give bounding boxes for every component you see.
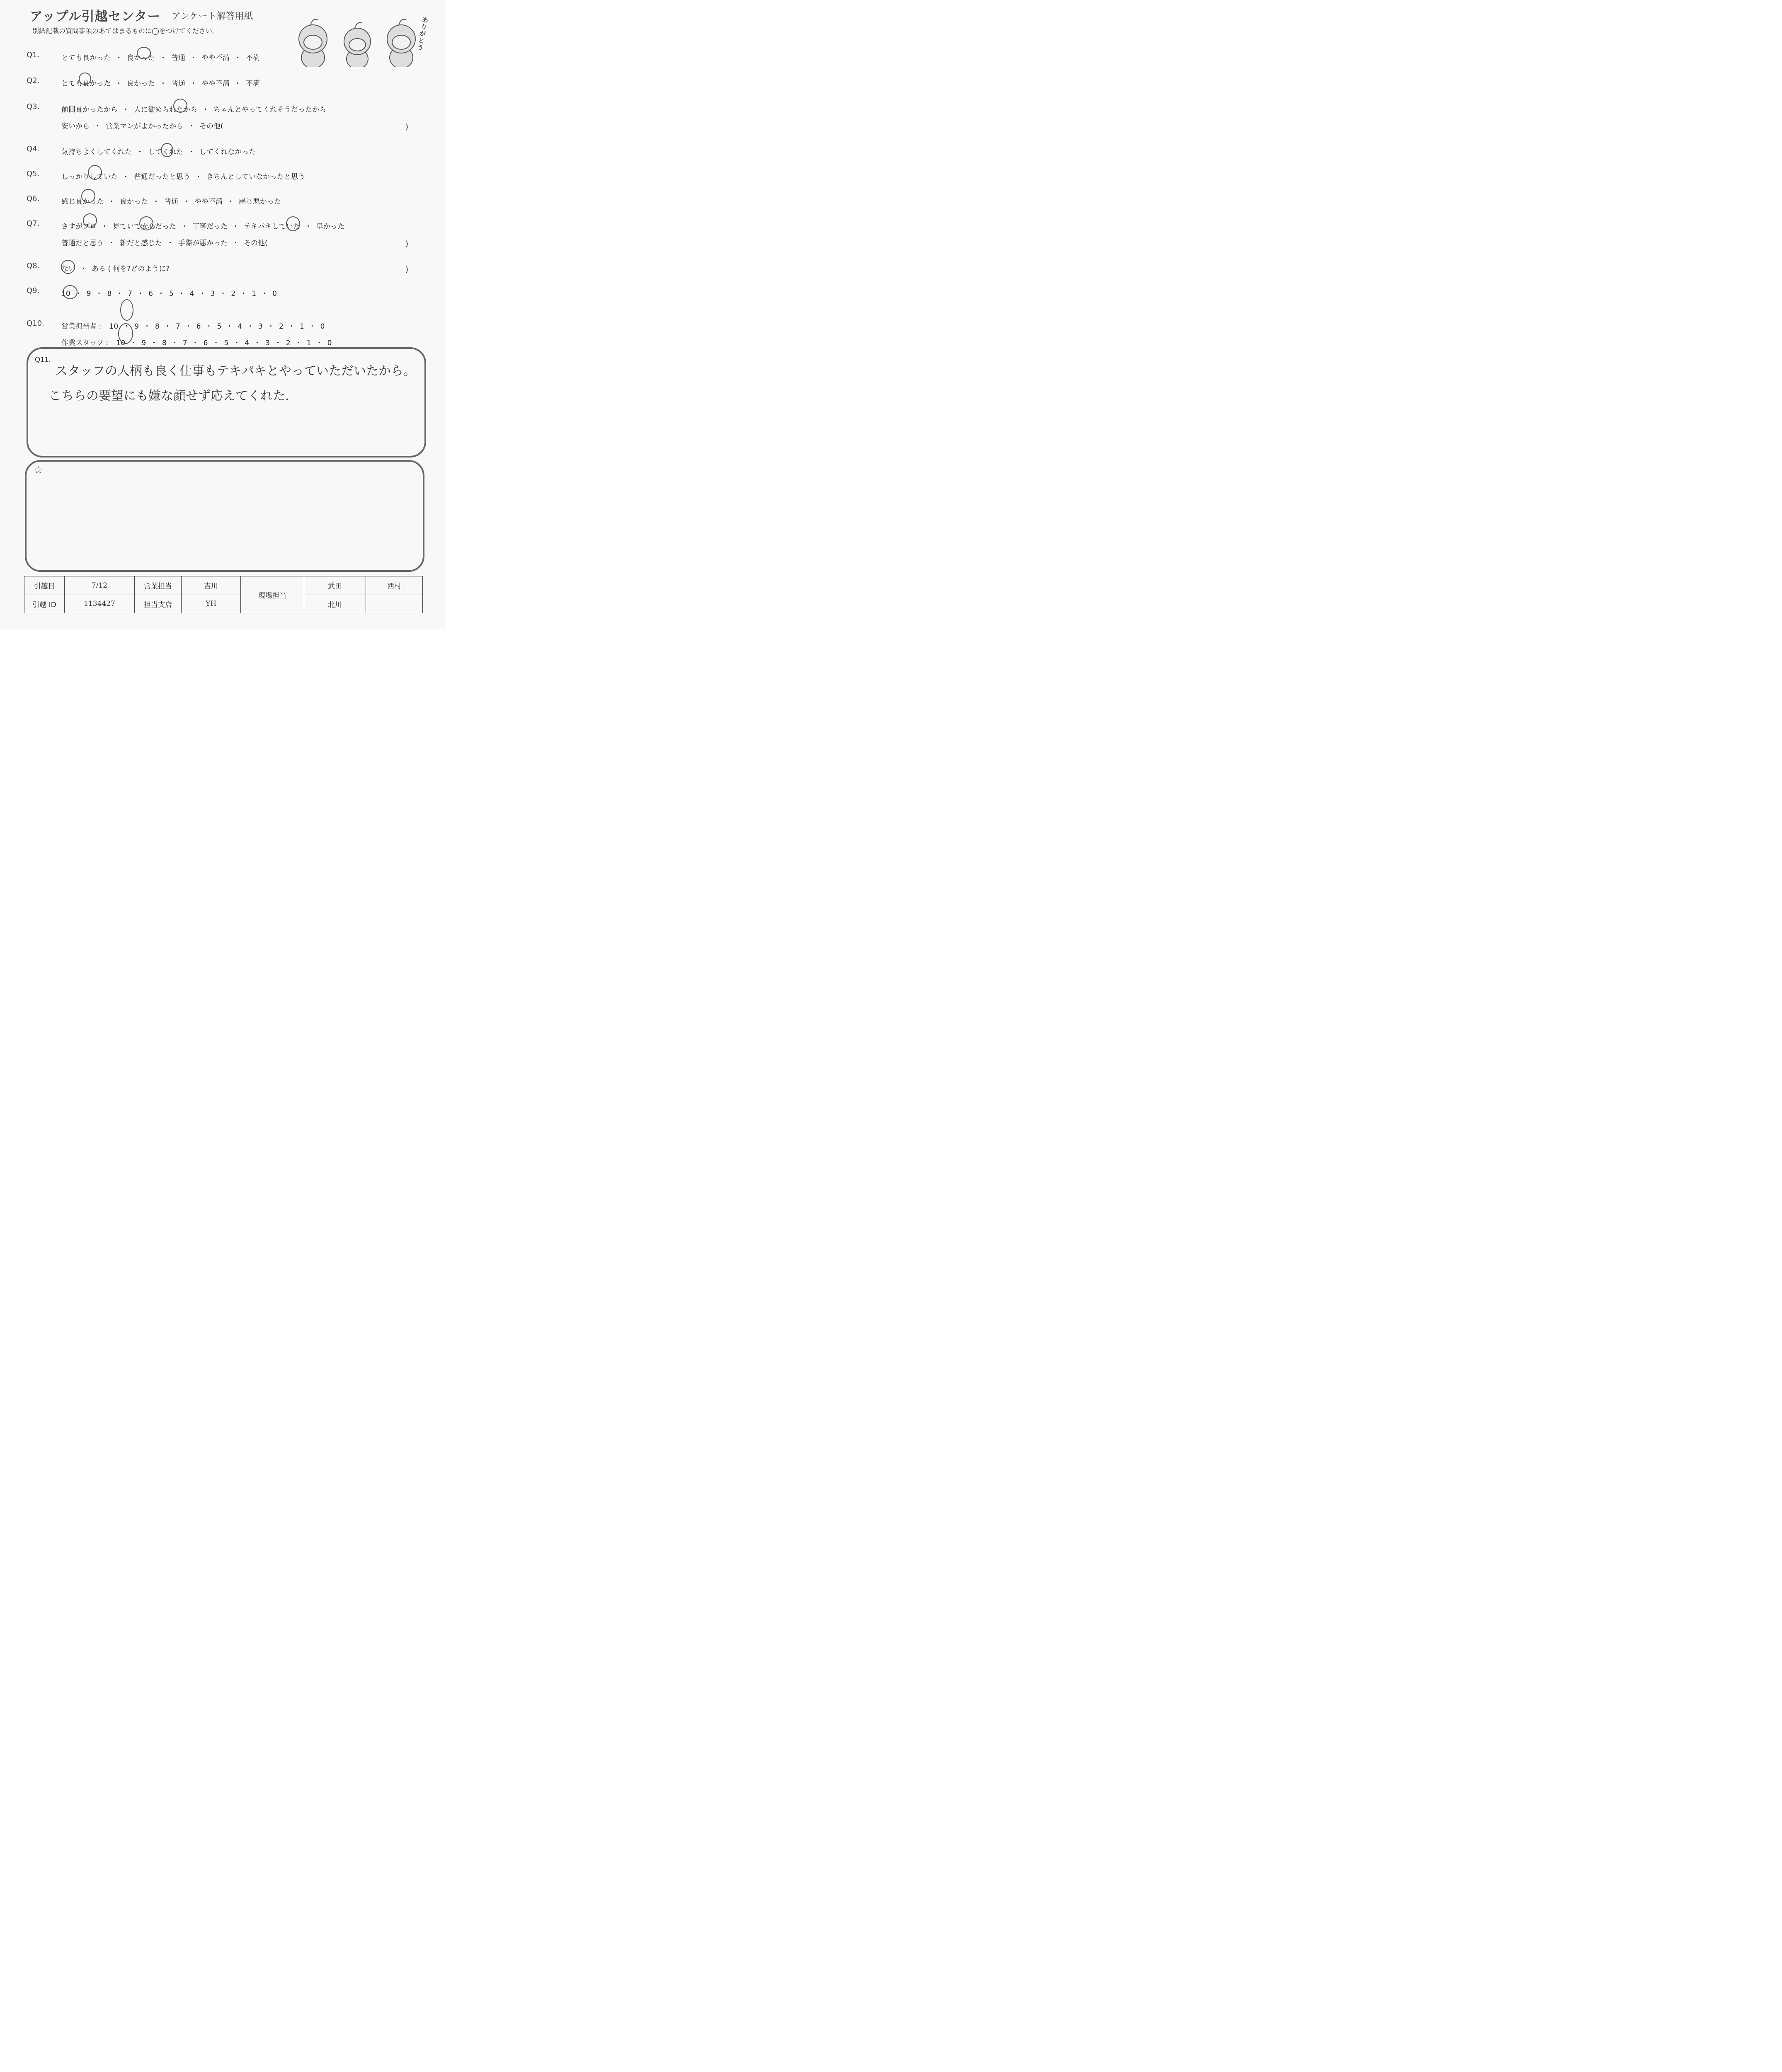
answer-circle-q9 (63, 285, 78, 299)
option-separator: ・ (295, 339, 302, 347)
rating-option[interactable]: 2 (279, 322, 284, 331)
answer-option[interactable]: 早かった (316, 223, 344, 231)
option-separator: ・ (101, 223, 108, 231)
monkey-mascot (387, 19, 415, 68)
answer-option[interactable]: 丁寧だった (192, 223, 228, 231)
option-separator: ・ (160, 80, 167, 88)
answer-option[interactable]: やや不満 (201, 54, 230, 62)
answer-option[interactable]: 2 (231, 290, 236, 298)
q11-label: Q11. (35, 356, 51, 363)
option-separator: ・ (75, 290, 82, 298)
option-separator: ・ (130, 339, 137, 347)
option-separator: ・ (315, 339, 323, 347)
rating-option[interactable]: 7 (175, 322, 180, 331)
question-number: Q5. (27, 169, 40, 178)
rating-option[interactable]: 8 (162, 339, 167, 347)
rating-option[interactable]: 4 (238, 322, 242, 331)
branch-label: 担当支店 (135, 595, 182, 613)
rating-option[interactable]: 7 (182, 339, 187, 347)
q10-staff-row (61, 337, 332, 347)
answer-option[interactable]: ない (61, 265, 75, 273)
rating-option[interactable]: 6 (196, 322, 201, 331)
option-separator: ・ (136, 148, 143, 156)
sales-rep-label: 営業担当 (135, 576, 182, 595)
answer-option[interactable]: 良かった (120, 198, 148, 206)
answer-option[interactable]: テキパキしていた (244, 223, 300, 231)
question-number: Q6. (27, 194, 40, 203)
option-separator: ・ (108, 198, 115, 206)
rating-option[interactable]: 9 (141, 339, 146, 347)
monkey-mascot (299, 19, 327, 68)
option-separator: ・ (247, 322, 254, 331)
option-separator: ・ (202, 106, 209, 114)
rating-option[interactable]: 10 (116, 339, 126, 347)
answer-option[interactable]: 4 (189, 290, 194, 298)
answer-circle-q7b (139, 216, 153, 230)
answer-circle-q3 (173, 99, 187, 113)
answer-option[interactable]: その他( (244, 239, 268, 247)
answer-option[interactable]: 感じ悪かった (239, 198, 281, 206)
option-separator: ・ (116, 290, 124, 298)
option-separator: ・ (190, 54, 197, 62)
question-number: Q10. (27, 319, 44, 328)
option-separator: ・ (261, 290, 268, 298)
option-row (61, 52, 260, 62)
option-separator: ・ (108, 239, 115, 247)
option-separator: ・ (288, 322, 295, 331)
answer-circle-q2 (79, 73, 91, 85)
answer-option[interactable]: 普通だったと思う (134, 173, 190, 181)
answer-option[interactable]: 良かった (127, 54, 155, 62)
free-comment-box (25, 460, 424, 572)
rating-option[interactable]: 3 (265, 339, 270, 347)
rating-option[interactable]: 0 (320, 322, 325, 331)
option-separator: ・ (171, 339, 178, 347)
option-separator: ・ (233, 339, 240, 347)
option-separator: ・ (143, 322, 151, 331)
answer-option[interactable]: 普通だと思う (61, 239, 104, 247)
answer-option[interactable]: 感じ良かった (61, 198, 104, 206)
rating-option[interactable]: 1 (299, 322, 304, 331)
rating-option[interactable]: 6 (203, 339, 208, 347)
option-row (61, 104, 326, 114)
option-separator: ・ (205, 322, 213, 331)
option-row (61, 288, 277, 298)
answer-option[interactable]: 3 (210, 290, 215, 298)
answer-option[interactable]: やや不満 (201, 80, 230, 88)
question-number: Q8. (27, 261, 40, 270)
answer-option[interactable]: してくれなかった (199, 148, 256, 156)
site-staff-2: 西村 (366, 576, 423, 595)
answer-option[interactable]: 普通 (171, 80, 185, 88)
answer-option[interactable]: きちんとしていなかったと思う (206, 173, 305, 181)
answer-circle-q6 (81, 189, 95, 203)
option-separator: ・ (234, 54, 241, 62)
option-separator: ・ (190, 80, 197, 88)
option-row (61, 237, 268, 247)
move-date-label: 引越日 (24, 576, 65, 595)
sales-rep-value: 吉川 (182, 576, 241, 595)
site-staff-4 (366, 595, 423, 613)
answer-option[interactable]: 気持ちよくしてくれた (61, 148, 132, 156)
answer-option[interactable]: ちゃんとやってくれそうだったから (213, 106, 326, 114)
option-row (61, 263, 170, 273)
answer-circle-q1 (137, 47, 151, 59)
staff-rating-label: 作業スタッフ : (61, 339, 109, 347)
option-row (61, 120, 223, 131)
option-separator: ・ (254, 339, 261, 347)
site-staff-3: 北川 (304, 595, 366, 613)
rating-option[interactable]: 0 (327, 339, 332, 347)
question-number: Q2. (27, 76, 40, 85)
option-separator: ・ (227, 198, 234, 206)
rating-option[interactable]: 5 (217, 322, 222, 331)
move-id-value: 1134427 (65, 595, 135, 613)
monkey-mascots-illustration (290, 9, 427, 67)
rating-option[interactable]: 8 (155, 322, 160, 331)
answer-option[interactable]: 不満 (246, 80, 260, 88)
answer-option[interactable]: 人に勧められたから (134, 106, 197, 114)
answer-option[interactable]: 1 (252, 290, 257, 298)
answer-option[interactable]: その他( (199, 122, 223, 131)
option-separator: ・ (150, 339, 158, 347)
rating-option[interactable]: 9 (134, 322, 139, 331)
answer-circle-q5 (88, 165, 102, 180)
option-separator: ・ (153, 198, 160, 206)
closing-paren: ) (405, 123, 409, 131)
option-separator: ・ (115, 80, 122, 88)
option-separator: ・ (234, 80, 241, 88)
site-staff-1: 武田 (304, 576, 366, 595)
option-separator: ・ (178, 290, 185, 298)
answer-circle-q4 (161, 143, 173, 157)
answer-option[interactable]: 普通 (171, 54, 185, 62)
option-separator: ・ (123, 322, 130, 331)
answer-circle-q7c (286, 216, 300, 231)
sales-rating-label: 営業担当者 : (61, 322, 102, 331)
option-separator: ・ (181, 223, 188, 231)
answer-option[interactable]: やや不満 (194, 198, 223, 206)
answer-option[interactable]: とても良かった (61, 54, 111, 62)
answer-option[interactable]: 5 (169, 290, 174, 298)
answer-option[interactable]: とても良かった (61, 80, 111, 88)
branch-value: YH (182, 595, 241, 613)
rating-option[interactable]: 4 (245, 339, 250, 347)
answer-option[interactable]: 良かった (127, 80, 155, 88)
form-subtitle: アンケート解答用紙 (172, 11, 253, 22)
option-separator: ・ (95, 290, 103, 298)
rating-option[interactable]: 2 (286, 339, 291, 347)
question-number: Q9. (27, 286, 40, 295)
question-number: Q1. (27, 51, 40, 59)
answer-option[interactable]: 前回良かったから (61, 106, 118, 114)
option-separator: ・ (195, 173, 202, 181)
handwritten-comment-line1: スタッフの人柄も良く仕事もテキパキとやっていただいたから。 (55, 364, 416, 378)
option-separator: ・ (183, 198, 190, 206)
option-separator: ・ (167, 239, 174, 247)
option-separator: ・ (232, 223, 239, 231)
star-icon: ☆ (34, 464, 43, 476)
answer-circle-q7a (83, 213, 97, 228)
instruction-text: 別紙記載の質問事項のあてはまるものに◯をつけてください。 (32, 27, 219, 35)
question-number: Q4. (27, 145, 40, 153)
site-staff-label: 現場担当 (241, 576, 304, 613)
option-separator: ・ (212, 339, 220, 347)
rating-option[interactable]: 10 (109, 322, 119, 331)
option-separator: ・ (115, 54, 122, 62)
option-separator: ・ (199, 290, 206, 298)
question-number: Q3. (27, 102, 40, 111)
answer-option[interactable]: 10 (61, 290, 70, 298)
monkey-mascot (344, 23, 371, 68)
staff-rating-scale (116, 339, 332, 347)
closing-paren: ) (405, 240, 409, 248)
answer-option[interactable]: してくれた (148, 148, 183, 156)
option-separator: ・ (160, 54, 167, 62)
question-number: Q7. (27, 219, 40, 228)
answer-option[interactable]: 普通 (164, 198, 178, 206)
answer-option[interactable]: さすがプロ (61, 223, 97, 231)
answer-option[interactable]: 安いから (61, 122, 90, 131)
answer-circle-q10-sales (120, 299, 133, 321)
answer-option[interactable]: 0 (272, 290, 277, 298)
option-separator: ・ (137, 290, 144, 298)
q10-sales-row (61, 320, 325, 331)
answer-option[interactable]: 不満 (246, 54, 260, 62)
option-separator: ・ (274, 339, 281, 347)
answer-option[interactable]: 6 (148, 290, 153, 298)
option-separator: ・ (122, 173, 129, 181)
option-separator: ・ (80, 265, 87, 273)
option-separator: ・ (232, 239, 239, 247)
answer-option[interactable]: 営業マンがよかったから (106, 122, 183, 131)
answer-option[interactable]: 7 (128, 290, 133, 298)
option-separator: ・ (94, 122, 101, 131)
answer-circle-q8 (61, 260, 75, 274)
answer-option[interactable]: 見ていて安心だった (113, 223, 176, 231)
handwritten-comment-line2: こちらの要望にも嫌な顔せず応えてくれた. (49, 389, 289, 403)
rating-option[interactable]: 3 (258, 322, 263, 331)
answer-option[interactable]: 9 (86, 290, 91, 298)
option-separator: ・ (188, 122, 195, 131)
option-separator: ・ (219, 290, 227, 298)
mascot-thanks-text: ありがとう (416, 15, 429, 52)
move-info-table (24, 576, 423, 613)
option-separator: ・ (122, 106, 129, 114)
option-separator: ・ (164, 322, 171, 331)
answer-circle-q10-staff (118, 323, 133, 344)
move-date-value: 7/12 (65, 576, 135, 595)
option-separator: ・ (308, 322, 316, 331)
option-separator: ・ (192, 339, 199, 347)
answer-option[interactable]: 8 (107, 290, 112, 298)
rating-option[interactable]: 1 (306, 339, 311, 347)
company-title: アップル引越センター (30, 9, 161, 24)
option-separator: ・ (226, 322, 233, 331)
option-separator: ・ (184, 322, 192, 331)
option-row (61, 220, 344, 231)
answer-option[interactable]: しっかりしていた (61, 173, 118, 181)
answer-option[interactable]: 雑だと感じた (120, 239, 162, 247)
closing-paren: ) (405, 265, 409, 274)
option-separator: ・ (157, 290, 165, 298)
option-separator: ・ (188, 148, 195, 156)
rating-option[interactable]: 5 (224, 339, 229, 347)
survey-sheet (0, 0, 446, 629)
answer-option[interactable]: 手際が悪かった (178, 239, 228, 247)
answer-option[interactable]: ある ( 何を?どのように? (92, 265, 170, 273)
sales-rating-scale (109, 322, 325, 331)
option-separator: ・ (305, 223, 312, 231)
option-row (61, 146, 256, 156)
option-separator: ・ (240, 290, 247, 298)
option-separator: ・ (267, 322, 274, 331)
move-id-label: 引越 ID (24, 595, 65, 613)
